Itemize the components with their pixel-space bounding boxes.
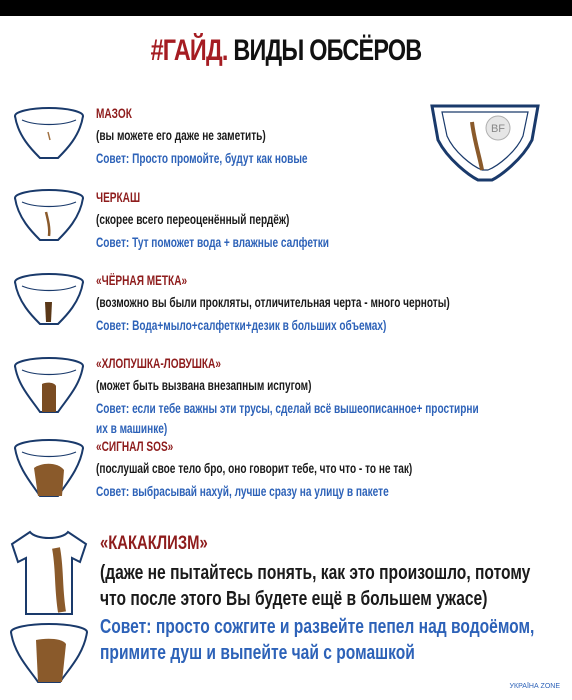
entry-name: «КАКАКЛИЗМ»: [100, 533, 208, 554]
entry-desc: (вы можете его даже не заметить): [96, 127, 266, 143]
entry-tip: Совет: выбрасывай нахуй, лучше сразу на улицу в пакете: [96, 483, 389, 499]
entry-name: «СИГНАЛ SOS»: [96, 438, 174, 454]
entry-name: «ЧЁРНАЯ МЕТКА»: [96, 272, 188, 288]
entry-desc-continued: что после этого Вы будете ещё в большем ужасе): [100, 588, 488, 610]
entry-tip: Совет: Тут поможет вода + влажные салфетки: [96, 234, 329, 250]
entry-tip: Совет: если тебе важны эти трусы, сделай всё вышеописанное+ простирни: [96, 400, 479, 416]
entry-tip: Совет: Просто промойте, будут как новые: [96, 150, 308, 166]
entry-tip: Совет: Вода+мыло+салфетки+дезик в больших объемах): [96, 317, 387, 333]
page-title: [63, 34, 509, 68]
briefs-icon-trap: [12, 356, 86, 416]
briefs-icon-black-mark: [12, 272, 86, 328]
entry-tip: Совет: просто сожгите и развейте пепел над водоёмом,: [100, 616, 535, 638]
entry-desc: (послушай свое тело бро, оно говорит тебе, что что - то не так): [96, 460, 413, 476]
shirt-and-briefs-icon: [6, 528, 92, 688]
entry-black-mark: [96, 273, 450, 332]
briefs-icon-streak: [12, 188, 86, 244]
entry-sos: [96, 439, 412, 498]
entry-tip-continued: примите душ и выпейте чай с ромашкой: [100, 642, 415, 664]
briefs-reference-icon: [428, 100, 542, 186]
entry-trap: [96, 356, 479, 435]
title-text: ВИДЫ ОБСЁРОВ: [227, 34, 422, 67]
entry-kakaklizm: [100, 534, 534, 663]
badge-text: BF: [490, 123, 506, 135]
entry-streak: [96, 190, 329, 249]
briefs-icon-smear: [12, 106, 86, 162]
title-hashtag: #ГАЙД.: [150, 34, 228, 67]
entry-desc: (скорее всего переоценённый пердёж): [96, 211, 290, 227]
briefs-icon-sos: [12, 438, 86, 500]
entry-name: ЧЕРКАШ: [96, 189, 141, 205]
entry-name: «ХЛОПУШКА-ЛОВУШКА»: [96, 355, 221, 371]
entry-desc: (возможно вы были прокляты, отличительная черта - много черноты): [96, 294, 450, 310]
entry-desc: (даже не пытайтесь понять, как это произошло, потому: [100, 562, 531, 584]
entry-desc: (может быть вызвана внезапным испугом): [96, 377, 312, 393]
entry-smear: [96, 106, 308, 165]
watermark: УКРАЇНА ZONE: [509, 683, 560, 690]
entry-tip-continued: их в машинке): [96, 420, 168, 436]
entry-name: МАЗОК: [96, 105, 132, 121]
guide-card: [0, 16, 572, 700]
